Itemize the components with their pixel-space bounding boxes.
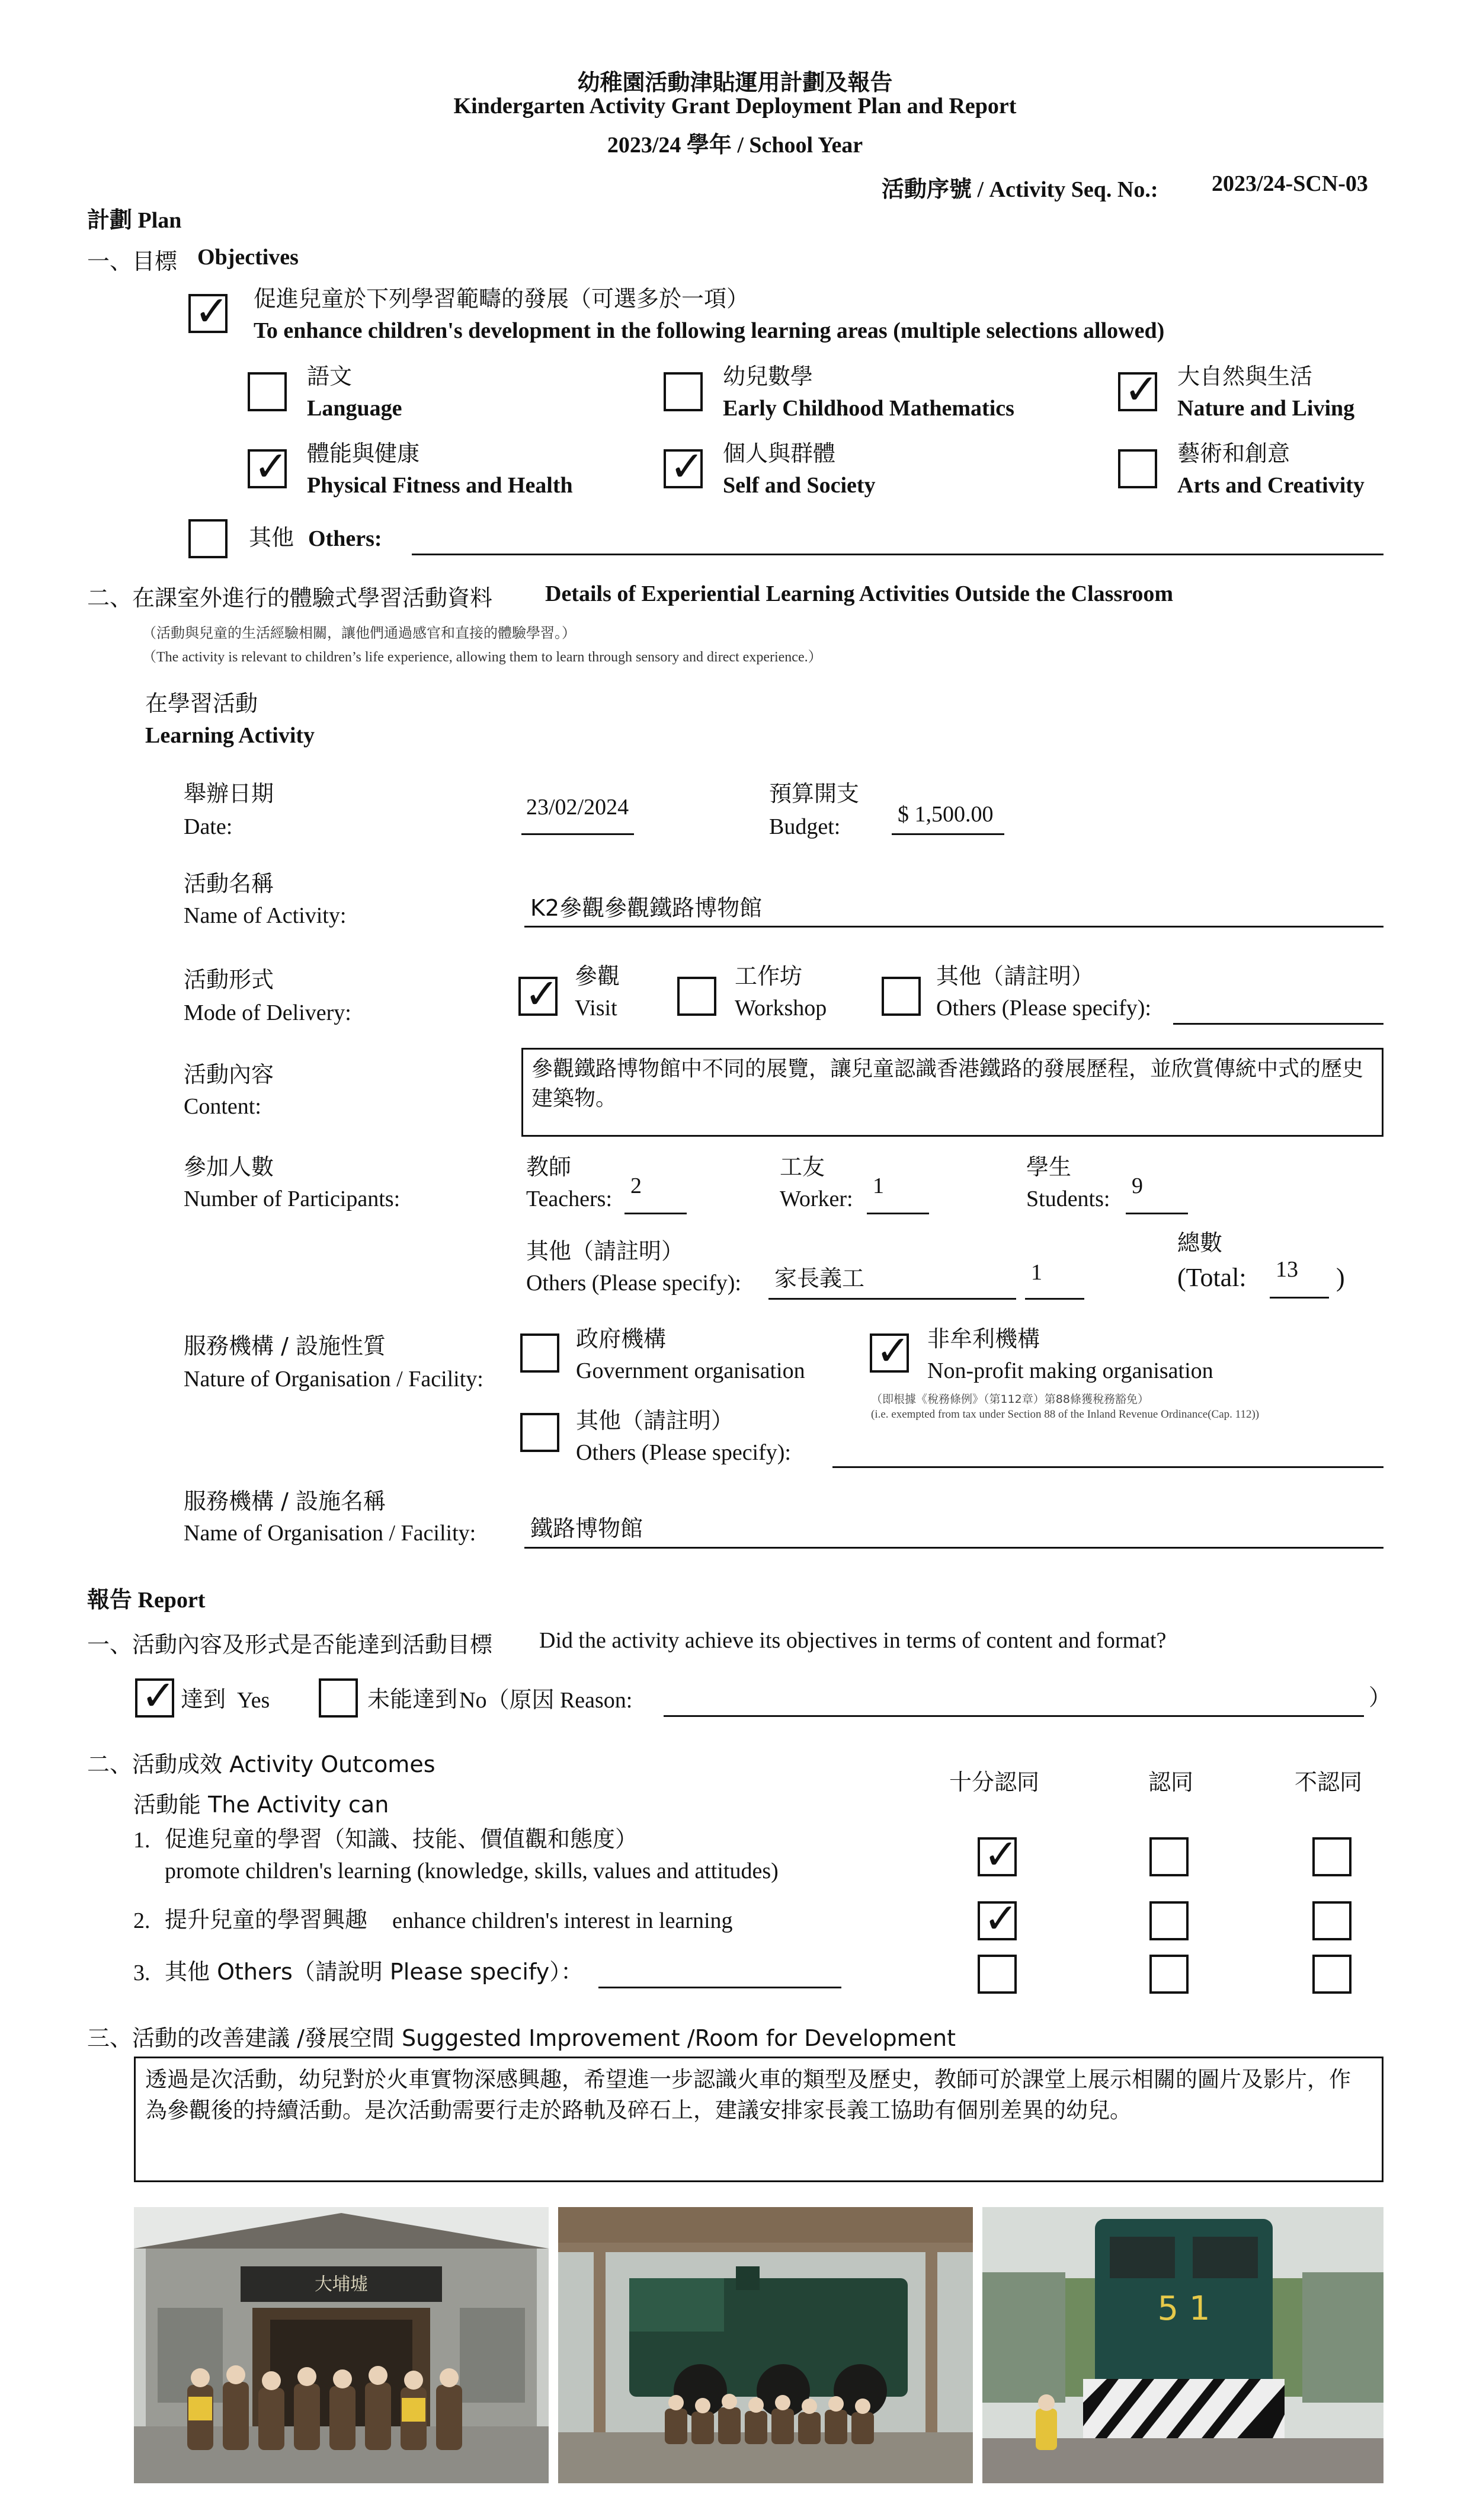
total-en: (Total: [1177,1263,1247,1292]
outcome-2-agree-checkbox[interactable] [1149,1901,1189,1940]
worker-underline [867,1213,929,1214]
org-name-zh: 服務機構 / 設施名稱 [184,1488,386,1514]
mode-workshop-en: Workshop [735,996,827,1021]
check-mark-icon: ✓ [254,442,289,491]
check-mark-icon: ✓ [141,1671,176,1720]
nature-en: Nature of Organisation / Facility: [184,1367,483,1392]
mode-others-en: Others (Please specify): [936,996,1151,1021]
outcome-1-agree-checkbox[interactable] [1149,1837,1189,1876]
outcome-1-zh: 促進兒童的學習（知識、技能、價值觀和態度） [165,1826,638,1852]
content-en: Content: [184,1094,261,1119]
outcome-2-disagree-checkbox[interactable] [1312,1901,1351,1940]
scale-strongly-agree: 十分認同 [949,1769,1040,1795]
teachers-en: Teachers: [526,1187,613,1211]
date-zh: 舉辦日期 [184,781,274,807]
date-underline [521,833,634,835]
area-self-checkbox[interactable] [664,442,704,491]
enhance-zh: 促進兒童於下列學習範疇的發展（可選多於一項） [254,286,750,312]
area-self-zh: 個人與群體 [723,440,836,466]
objectives-heading-en: Objectives [197,245,299,270]
area-nature-zh: 大自然與生活 [1177,363,1313,389]
enhance-checkbox[interactable] [188,287,229,335]
q1-en: Did the activity achieve its objectives in terms of content and format? [539,1628,1167,1653]
mode-visit-checkbox[interactable] [518,970,559,1018]
content-zh: 活動內容 [184,1061,274,1088]
area-math-zh: 幼兒數學 [723,363,814,389]
students-zh: 學生 [1026,1154,1072,1180]
improve-value: 透過是次活動，幼兒對於火車實物深感興趣，希望進一步認識火車的類型及歷史，教師可於課堂上展示相關的圖片及影片，作為參觀後的持續活動。是次活動需要行走於路軌及碎石上，建議安排家長義工協助有個別差異的幼兒。 [145,2067,1351,2123]
activity-zh: 在學習活動 [145,690,258,717]
others-participants-value: 家長義工 [774,1265,865,1291]
objectives-others-field[interactable] [412,554,1383,555]
seq-value: 2023/24-SCN-03 [1212,171,1368,196]
area-language-checkbox[interactable] [248,372,287,411]
other-org-en: Others (Please specify): [576,1440,791,1465]
plan-heading: 計劃 Plan [87,208,182,233]
area-self-en: Self and Society [723,473,876,498]
photo-diesel-illustration [982,2207,1383,2483]
outcome-3-zh: 其他 Others（請說明 Please specify）： [165,1959,584,1985]
area-language-en: Language [307,396,402,421]
mode-visit-en: Visit [575,996,617,1021]
mode-others-field[interactable] [1173,1023,1383,1025]
total-underline [1270,1297,1329,1299]
area-math-checkbox[interactable] [664,372,703,411]
no-reason-field[interactable] [664,1715,1364,1717]
outcome-1-en: promote children's learning (knowledge, skills, values and attitudes) [165,1859,779,1883]
total-zh: 總數 [1177,1230,1223,1256]
budget-underline [892,833,1004,835]
area-arts-checkbox[interactable] [1118,449,1157,488]
objectives-others-checkbox[interactable] [188,519,228,558]
q1-zh: 一、活動內容及形式是否能達到活動目標 [87,1632,493,1658]
station-sign: 大埔墟 [315,2274,368,2295]
other-org-zh: 其他（請註明） [576,1408,734,1434]
outcome-1-num: 1. [133,1828,150,1853]
title-en: Kindergarten Activity Grant Deployment Plan and Report [453,94,1017,119]
outcome-3-disagree-checkbox[interactable] [1312,1955,1351,1994]
activity-can-label: 活動能 The Activity can [133,1792,389,1818]
area-math-en: Early Childhood Mathematics [723,396,1014,421]
details-heading-en: Details of Experiential Learning Activities Outside the Classroom [545,581,1174,606]
gov-org-zh: 政府機構 [576,1326,667,1352]
photo-locomotive-illustration [558,2207,973,2483]
org-name-en: Name of Organisation / Facility: [184,1521,476,1546]
mode-workshop-zh: 工作坊 [735,963,803,989]
npo-zh: 非牟利機構 [927,1326,1040,1352]
photo-station-building [134,2207,549,2483]
school-year: 2023/24 學年 / School Year [607,133,863,158]
content-box [521,1048,1383,1137]
budget-zh: 預算開支 [769,781,860,807]
check-mark-icon: ✓ [524,970,559,1018]
outcome-2-num: 2. [133,1908,150,1933]
achieved-no-en: No（原因 Reason: [459,1688,633,1713]
students-value: 9 [1132,1173,1143,1198]
worker-value: 1 [873,1173,884,1198]
details-note-zh: （活動與兒童的生活經驗相關，讓他們通過感官和直接的體驗學習。） [142,625,576,641]
seq-label: 活動序號 / Activity Seq. No.: [882,177,1158,202]
objectives-others-zh: 其他 [249,525,294,551]
improve-heading: 三、活動的改善建議 /發展空間 Suggested Improvement /Room for Development [87,2025,956,2051]
date-en: Date: [184,814,233,839]
total-value: 13 [1276,1257,1298,1282]
worker-en: Worker: [780,1187,853,1211]
org-name-underline [524,1547,1383,1549]
outcome-3-num: 3. [133,1961,150,1985]
npo-note-zh: （即根據《稅務條例》（第112章）第88條獲稅務豁免） [871,1393,1149,1406]
objectives-heading-zh: 一、目標 [87,248,178,274]
outcome-3-agree-checkbox[interactable] [1149,1955,1189,1994]
students-en: Students: [1026,1187,1110,1211]
details-note-en: （The activity is relevant to children’s life experience, allowing them to learn through sensory and direct experience.） [142,650,822,665]
participants-en: Number of Participants: [184,1187,401,1211]
others-count-underline [1025,1298,1084,1300]
name-en: Name of Activity: [184,903,347,928]
area-language-zh: 語文 [307,363,353,389]
area-nature-en: Nature and Living [1177,396,1355,421]
outcome-2-zh: 提升兒童的學習興趣 [165,1907,368,1933]
others-participants-en: Others (Please specify): [526,1271,741,1296]
name-value: K2參觀參觀鐵路博物館 [530,895,763,921]
improve-box [134,2057,1383,2182]
achieved-yes-checkbox[interactable] [135,1671,176,1720]
others-participants-count: 1 [1031,1260,1042,1285]
outcome-3-strongly-agree-checkbox[interactable] [978,1955,1017,1994]
teachers-underline [624,1213,687,1214]
check-mark-icon: ✓ [1124,365,1159,414]
photo-steam-locomotive [558,2207,973,2483]
content-value: 參觀鐵路博物館中不同的展覽，讓兒童認識香港鐵路的發展歷程，並欣賞傳統中式的歷史建築物。 [531,1057,1364,1111]
outcomes-heading: 二、活動成效 Activity Outcomes [87,1751,435,1777]
area-physical-zh: 體能與健康 [307,440,420,466]
mode-workshop-checkbox[interactable] [677,977,716,1016]
npo-en: Non-profit making organisation [927,1358,1213,1383]
title-zh: 幼稚園活動津貼運用計劃及報告 [577,69,893,95]
mode-others-checkbox[interactable] [882,977,921,1016]
check-mark-icon: ✓ [984,1894,1019,1943]
worker-zh: 工友 [780,1154,825,1180]
achieved-yes-en: Yes [237,1688,270,1713]
check-mark-icon: ✓ [194,287,229,335]
achieved-yes-zh: 達到 [181,1686,226,1712]
teachers-value: 2 [630,1173,642,1198]
photo-diesel-locomotive [982,2207,1383,2483]
area-arts-zh: 藝術和創意 [1177,440,1290,466]
check-mark-icon: ✓ [984,1830,1019,1879]
details-heading-zh: 二、在課室外進行的體驗式學習活動資料 [87,585,493,611]
date-value: 23/02/2024 [526,795,629,820]
area-arts-en: Arts and Creativity [1177,473,1365,498]
other-org-checkbox[interactable] [520,1413,559,1452]
objectives-others-en: Others: [308,526,382,551]
check-mark-icon: ✓ [876,1326,911,1375]
mode-zh: 活動形式 [184,967,274,993]
other-org-field[interactable] [832,1466,1383,1468]
outcome-2-strongly-agree-checkbox[interactable] [978,1894,1019,1943]
outcome-1-disagree-checkbox[interactable] [1312,1837,1351,1876]
budget-value: $ 1,500.00 [898,802,994,827]
scale-agree: 認同 [1148,1769,1194,1795]
nature-zh: 服務機構 / 設施性質 [184,1333,386,1359]
area-physical-checkbox[interactable] [248,442,289,491]
name-zh: 活動名稱 [184,871,274,897]
achieved-no-zh: 未能達到 [367,1686,458,1712]
org-name-value: 鐵路博物館 [530,1515,643,1542]
participants-zh: 參加人數 [184,1154,274,1180]
outcome-3-field[interactable] [598,1987,841,1988]
report-heading: 報告 Report [87,1588,206,1613]
locomotive-number: 5 1 [1157,2289,1210,2328]
achieved-no-close: ） [1369,1686,1392,1710]
mode-en: Mode of Delivery: [184,1000,351,1025]
others-participants-zh: 其他（請註明） [526,1238,684,1264]
name-underline [524,926,1383,928]
area-nature-checkbox[interactable] [1118,365,1159,414]
others-participants-underline [768,1298,1016,1300]
enhance-en: To enhance children's development in the following learning areas (multiple selections allowed) [254,318,1165,343]
mode-visit-zh: 參觀 [575,963,620,989]
students-underline [1126,1213,1188,1214]
check-mark-icon: ✓ [670,442,704,491]
activity-en: Learning Activity [145,723,315,748]
total-close: ) [1336,1263,1345,1292]
outcome-2-en: enhance children's interest in learning [392,1908,733,1933]
achieved-no-checkbox[interactable] [319,1678,358,1718]
scale-disagree: 不認同 [1295,1769,1363,1795]
gov-org-checkbox[interactable] [520,1333,559,1373]
area-physical-en: Physical Fitness and Health [307,473,573,498]
photo-station-illustration [134,2207,549,2483]
budget-en: Budget: [769,814,841,839]
teachers-zh: 教師 [526,1154,572,1180]
mode-others-zh: 其他（請註明） [936,963,1094,989]
outcome-1-strongly-agree-checkbox[interactable] [978,1830,1019,1879]
npo-note-en: (i.e. exempted from tax under Section 88 of the Inland Revenue Ordinance(Cap. 112)) [871,1408,1260,1421]
npo-checkbox[interactable] [870,1326,911,1375]
gov-org-en: Government organisation [576,1358,805,1383]
